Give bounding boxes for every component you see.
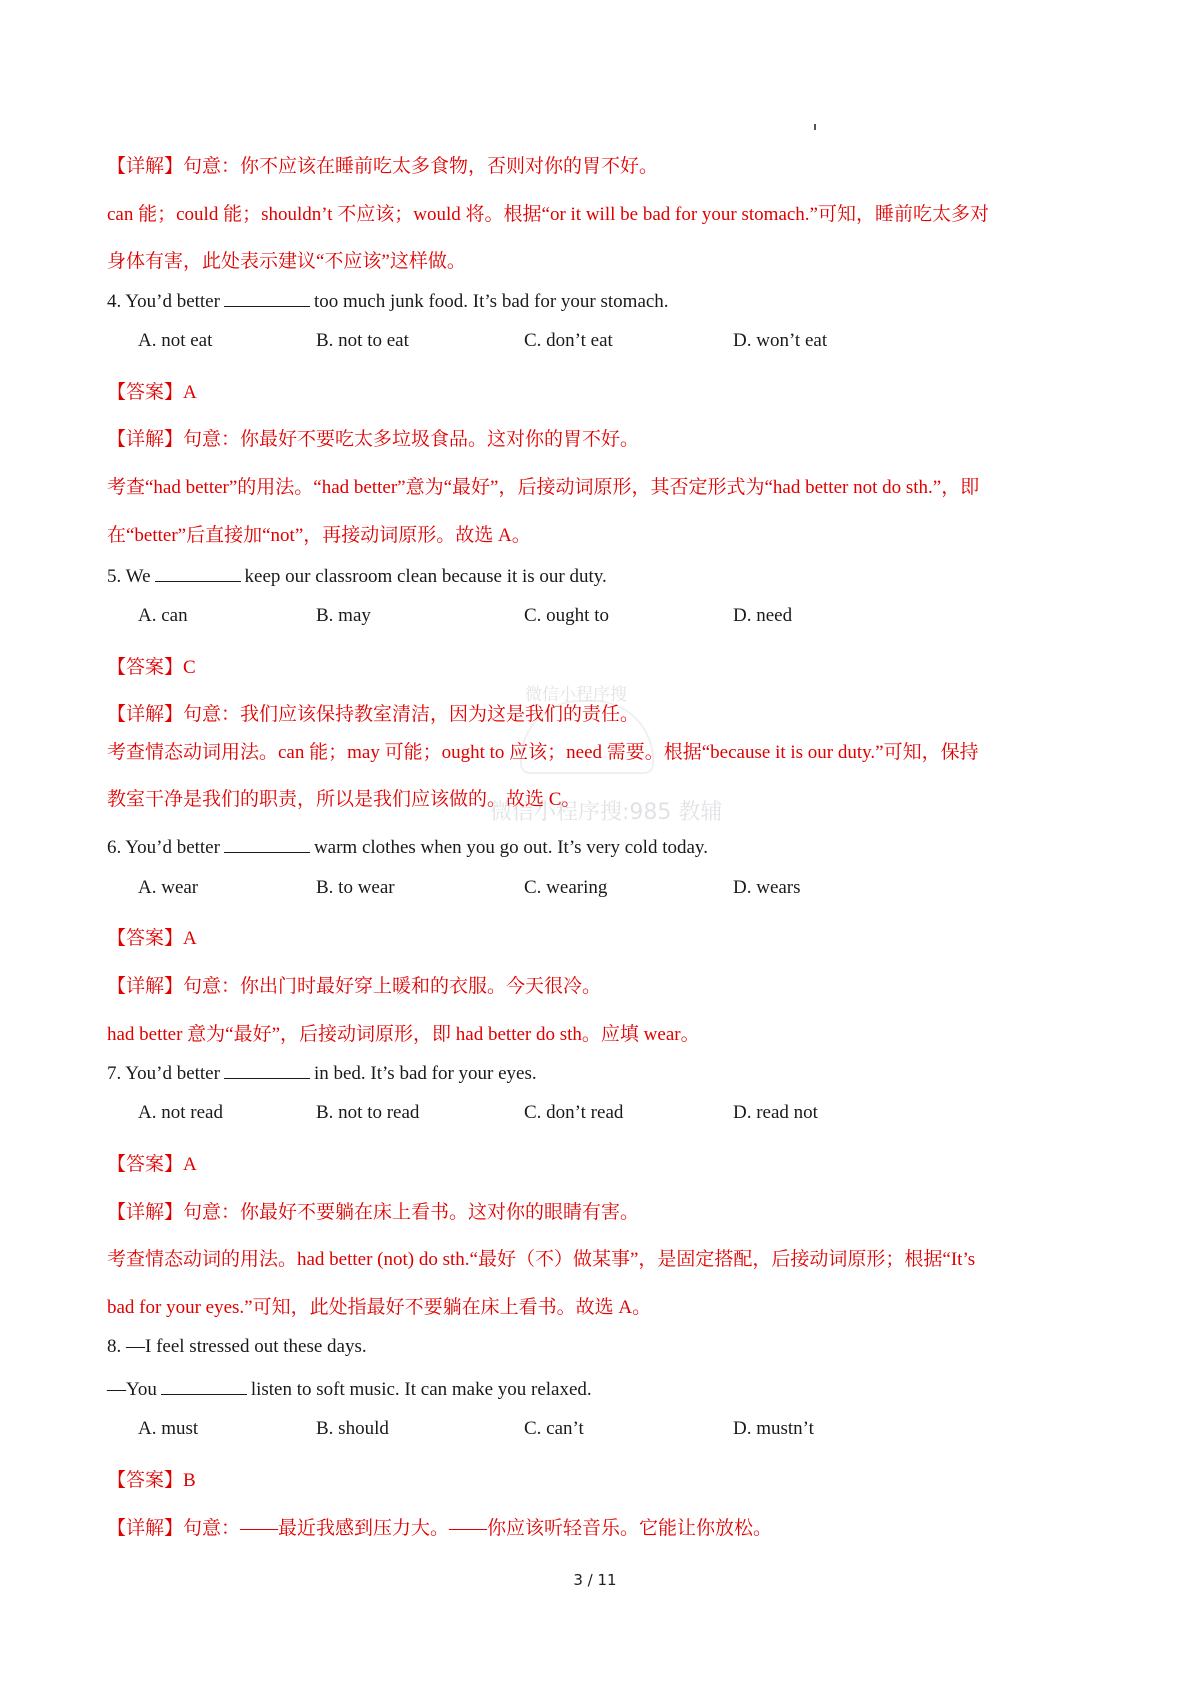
q4-option-b: B. not to eat	[316, 330, 409, 351]
question-6: 6. You’d better warm clothes when you go out. It’s very cold today.	[107, 834, 708, 860]
question-7: 7. You’d better in bed. It’s bad for your eyes.	[107, 1060, 537, 1086]
prev-explain-line-2: can 能；could 能；shouldn’t 不应该；would 将。根据“or it will be bad for your stomach.”可知，睡前吃太多对	[107, 204, 989, 225]
q5-explain-3: 教室干净是我们的职责，所以是我们应该做的。故选 C。	[107, 789, 581, 810]
q7-option-c: C. don’t read	[524, 1102, 624, 1123]
prev-explain-line-1: 【详解】句意：你不应该在睡前吃太多食物，否则对你的胃不好。	[107, 156, 659, 177]
q8-explain-1: 【详解】句意：——最近我感到压力大。——你应该听轻音乐。它能让你放松。	[107, 1518, 773, 1539]
q5-option-c: C. ought to	[524, 605, 609, 626]
q6-option-b: B. to wear	[316, 877, 395, 898]
answer-blank	[161, 1376, 247, 1395]
q4-option-a: A. not eat	[138, 330, 213, 351]
q7-explain-3: bad for your eyes.”可知，此处指最好不要躺在床上看书。故选 A。	[107, 1297, 652, 1318]
q8-option-c: C. can’t	[524, 1418, 584, 1439]
q5-option-b: B. may	[316, 605, 371, 626]
q6-option-d: D. wears	[733, 877, 801, 898]
prev-explain-line-3: 身体有害，此处表示建议“不应该”这样做。	[107, 251, 466, 272]
q8-option-d: D. mustn’t	[733, 1418, 814, 1439]
watermark-text-2: 微信小程序搜:985 教辅	[490, 800, 723, 825]
q4-option-d: D. won’t eat	[733, 330, 828, 351]
q5-explain-2: 考查情态动词用法。can 能；may 可能；ought to 应该；need 需要。根据“because it is our duty.”可知，保持	[107, 742, 979, 763]
q6-option-a: A. wear	[138, 877, 199, 898]
page-number: 3 / 11	[573, 1571, 617, 1589]
answer-blank	[224, 834, 310, 853]
answer-blank	[155, 563, 241, 582]
q4-explain-2: 考查“had better”的用法。“had better”意为“最好”，后接动词原形，其否定形式为“had better not do sth.”，即	[107, 477, 980, 498]
q4-explain-3: 在“better”后直接加“not”，再接动词原形。故选 A。	[107, 525, 531, 546]
q7-option-a: A. not read	[138, 1102, 223, 1123]
q7-option-b: B. not to read	[316, 1102, 420, 1123]
question-5: 5. We keep our classroom clean because it is our duty.	[107, 563, 607, 589]
q7-explain-2: 考查情态动词的用法。had better (not) do sth.“最好（不）做某事”，是固定搭配，后接动词原形；根据“It’s	[107, 1249, 976, 1270]
q7-option-d: D. read not	[733, 1102, 818, 1123]
answer-blank	[224, 1060, 310, 1079]
q7-answer: 【答案】A	[107, 1154, 197, 1175]
q8-answer: 【答案】B	[107, 1470, 196, 1491]
q5-option-d: D. need	[733, 605, 793, 626]
q8-option-a: A. must	[138, 1418, 199, 1439]
question-4: 4. You’d better too much junk food. It’s bad for your stomach.	[107, 288, 669, 314]
q5-option-a: A. can	[138, 605, 188, 626]
question-8-line-1: 8. —I feel stressed out these days.	[107, 1336, 367, 1357]
q5-explain-1: 【详解】句意：我们应该保持教室清洁，因为这是我们的责任。	[107, 704, 640, 725]
q4-answer: 【答案】A	[107, 382, 197, 403]
q8-option-b: B. should	[316, 1418, 389, 1439]
q4-option-c: C. don’t eat	[524, 330, 613, 351]
q6-answer: 【答案】A	[107, 928, 197, 949]
answer-blank	[224, 288, 310, 307]
q6-explain-2: had better 意为“最好”，后接动词原形，即 had better do sth。应填 wear。	[107, 1024, 700, 1045]
q4-explain-1: 【详解】句意：你最好不要吃太多垃圾食品。这对你的胃不好。	[107, 429, 640, 450]
watermark-text-1: 微信小程序搜	[525, 685, 627, 705]
q5-answer: 【答案】C	[107, 657, 196, 678]
question-8-line-2: —You listen to soft music. It can make you relaxed.	[107, 1376, 592, 1402]
q6-option-c: C. wearing	[524, 877, 608, 898]
header-mark	[814, 124, 816, 130]
q7-explain-1: 【详解】句意：你最好不要躺在床上看书。这对你的眼睛有害。	[107, 1202, 640, 1223]
q6-explain-1: 【详解】句意：你出门时最好穿上暖和的衣服。今天很冷。	[107, 976, 602, 997]
